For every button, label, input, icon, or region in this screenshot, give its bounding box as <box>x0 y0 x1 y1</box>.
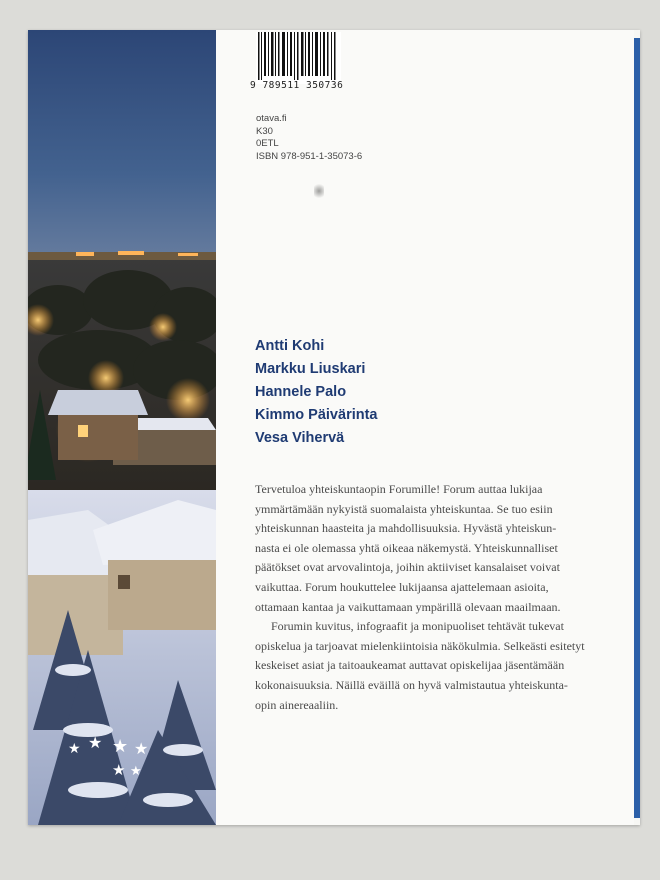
barcode-icon <box>256 32 341 84</box>
author-name: Vesa Vihervä <box>255 430 345 446</box>
author-list <box>255 335 378 450</box>
blurb-line: Forumin kuvitus, infograafit ja monipuoliset tehtävät tukevat <box>271 619 564 634</box>
blurb-paragraph-2 <box>255 617 635 715</box>
blurb-line: ymmärtämään nykyistä suomalaista yhteiskuntaa. Se tuo esiin <box>255 501 553 516</box>
svg-text:★: ★ <box>134 739 149 758</box>
blurb-line: ottamaan kantaa ja vaikuttamaan ympärillä olevaan maailmaan. <box>255 599 561 614</box>
blurb-line: kokonaisuuksia. Näillä eväillä on hyvä valmistautua yhteiskunta- <box>255 677 568 692</box>
cover-photo <box>28 30 216 825</box>
author-name: Antti Kohi <box>255 338 325 354</box>
svg-text:★: ★ <box>68 741 81 757</box>
smudge-mark <box>314 182 324 200</box>
publisher-site: otava.fi <box>256 113 287 124</box>
blurb-text <box>255 480 635 715</box>
class-code: K30 <box>256 125 273 137</box>
svg-text:★: ★ <box>112 761 126 779</box>
blurb-line: yhteiskunnan haasteita ja mahdollisuuksia. Hyvästä yhteiskun- <box>255 521 557 536</box>
blurb-line: opin ainereaaliin. <box>255 697 339 712</box>
blurb-paragraph-1 <box>255 480 635 617</box>
publisher-info <box>256 113 362 163</box>
snowy-town-photo <box>28 30 216 825</box>
svg-text:★: ★ <box>112 736 129 757</box>
blurb-line: keskeiset asiat ja taitoaukeamat auttavat opiskelijaa jäsentämään <box>255 658 565 673</box>
barcode-number: 9 789511 350736 <box>250 80 344 91</box>
blurb-line: nasta ei ole olemassa yhtä oikeaa näkemystä. Yhteiskunnalliset <box>255 540 558 555</box>
svg-text:★: ★ <box>88 733 103 752</box>
isbn: ISBN 978-951-1-35073-6 <box>256 150 363 162</box>
author-name: Hannele Palo <box>255 384 347 400</box>
blurb-line: päätökset ovat arvovalintoja, joihin aktiiviset kansalaiset voivat <box>255 560 560 575</box>
svg-text:★: ★ <box>130 764 142 779</box>
blurb-line: vaikuttaa. Forum houkuttelee lukijaansa ajattelemaan asioita, <box>255 579 549 594</box>
blurb-line: opiskelua ja tarjoavat mielenkiintoisia näkökulmia. Selkeästi esitetyt <box>255 638 585 653</box>
blurb-line: Tervetuloa yhteiskuntaopin Forumille! Forum auttaa lukijaa <box>255 482 543 496</box>
book-back-cover <box>28 30 640 825</box>
product-code: 0ETL <box>256 138 279 149</box>
author-name: Kimmo Päivärinta <box>255 407 378 423</box>
author-name: Markku Liuskari <box>255 361 366 377</box>
